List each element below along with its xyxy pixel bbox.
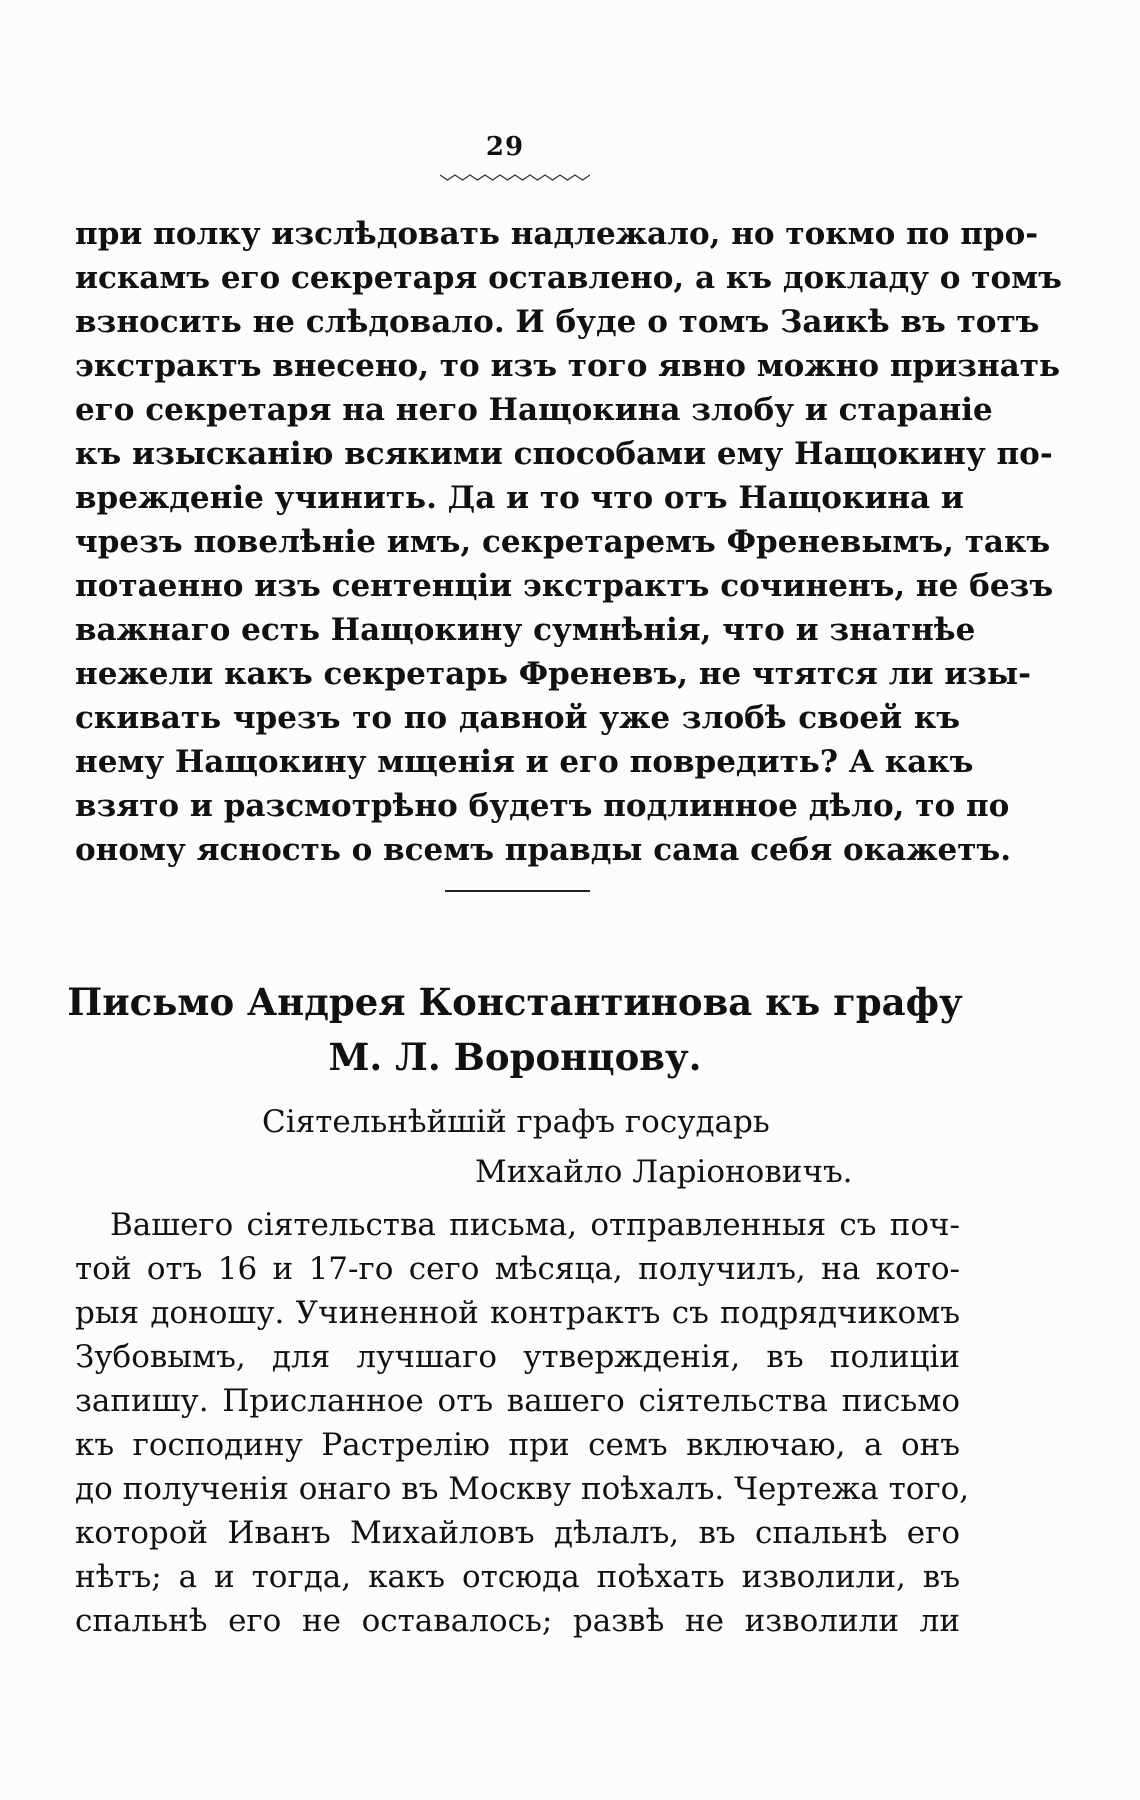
letter-heading <box>0 975 1030 1085</box>
text-line: его секретаря на него Нащокина злобу и стараніе <box>75 392 993 428</box>
text-line: чрезъ повелѣніе имъ, секретаремъ Френевымъ, такъ <box>75 524 1051 560</box>
salutation-line: Сіятельнѣйшій графъ государь <box>262 1104 770 1140</box>
text-line: нежели какъ секретарь Френевъ, не чтятся ли изы- <box>75 656 1031 692</box>
text-line: искамъ его секретаря оставлено, а къ докладу о томъ <box>75 260 1062 296</box>
page-number: 29 <box>485 132 525 162</box>
text-line: при полку изслѣдовать надлежало, но токмо по про- <box>75 216 1039 252</box>
text-line: Вашего сіятельства письма, отправленныя съ поч- <box>110 1207 960 1243</box>
text-line: скивать чрезъ то по давной уже злобѣ своей къ <box>75 700 960 736</box>
text-line: врежденіе учинить. Да и то что отъ Нащокина и <box>75 480 964 516</box>
ornament-divider <box>440 172 590 182</box>
text-line: оному ясность о всемъ правды сама себя окажетъ. <box>75 832 1011 868</box>
text-line: той отъ 16 и 17-го сего мѣсяца, получилъ, на кото- <box>75 1251 960 1287</box>
heading-line: М. Л. Воронцову. <box>328 1035 702 1079</box>
text-line: спальнѣ его не оставалось; развѣ не изволили ли <box>75 1603 960 1639</box>
text-line: взято и разсмотрѣно будетъ подлинное дѣло, то по <box>75 788 1010 824</box>
text-line: къ господину Растрелію при семъ включаю, а онъ <box>75 1427 960 1463</box>
section-divider <box>445 890 590 892</box>
text-line: къ изысканію всякими способами ему Нащокину по- <box>75 436 1053 472</box>
heading-line: Письмо Андрея Константинова къ графу <box>67 980 963 1024</box>
text-line: рыя доношу. Учиненной контрактъ съ подрядчикомъ <box>75 1295 960 1331</box>
text-line: нѣтъ; а и тогда, какъ отсюда поѣхать изволили, въ <box>75 1559 960 1595</box>
text-line: важнаго есть Нащокину сумнѣнія, что и знатнѣе <box>75 612 976 648</box>
text-line: нему Нащокину мщенія и его повредить? А какъ <box>75 744 974 780</box>
letter-body <box>75 1203 970 1643</box>
text-line: которой Иванъ Михайловъ дѣлалъ, въ спальнѣ его <box>75 1515 960 1551</box>
salutation-line: Михайло Ларіоновичъ. <box>475 1154 853 1190</box>
text-line: Зубовымъ, для лучшаго утвержденія, въ полиціи <box>75 1339 960 1375</box>
text-line: потаенно изъ сентенціи экстрактъ сочиненъ, не безъ <box>75 568 1054 604</box>
text-line: запишу. Присланное отъ вашего сіятельства письмо <box>75 1383 960 1419</box>
text-line: экстрактъ внесено, то изъ того явно можно признать <box>75 348 1060 384</box>
text-block-continuation <box>75 212 1062 872</box>
text-line: до полученія онаго въ Москву поѣхалъ. Чертежа того, <box>75 1471 970 1507</box>
text-line: взносить не слѣдовало. И буде о томъ Заикѣ въ тотъ <box>75 304 1040 340</box>
